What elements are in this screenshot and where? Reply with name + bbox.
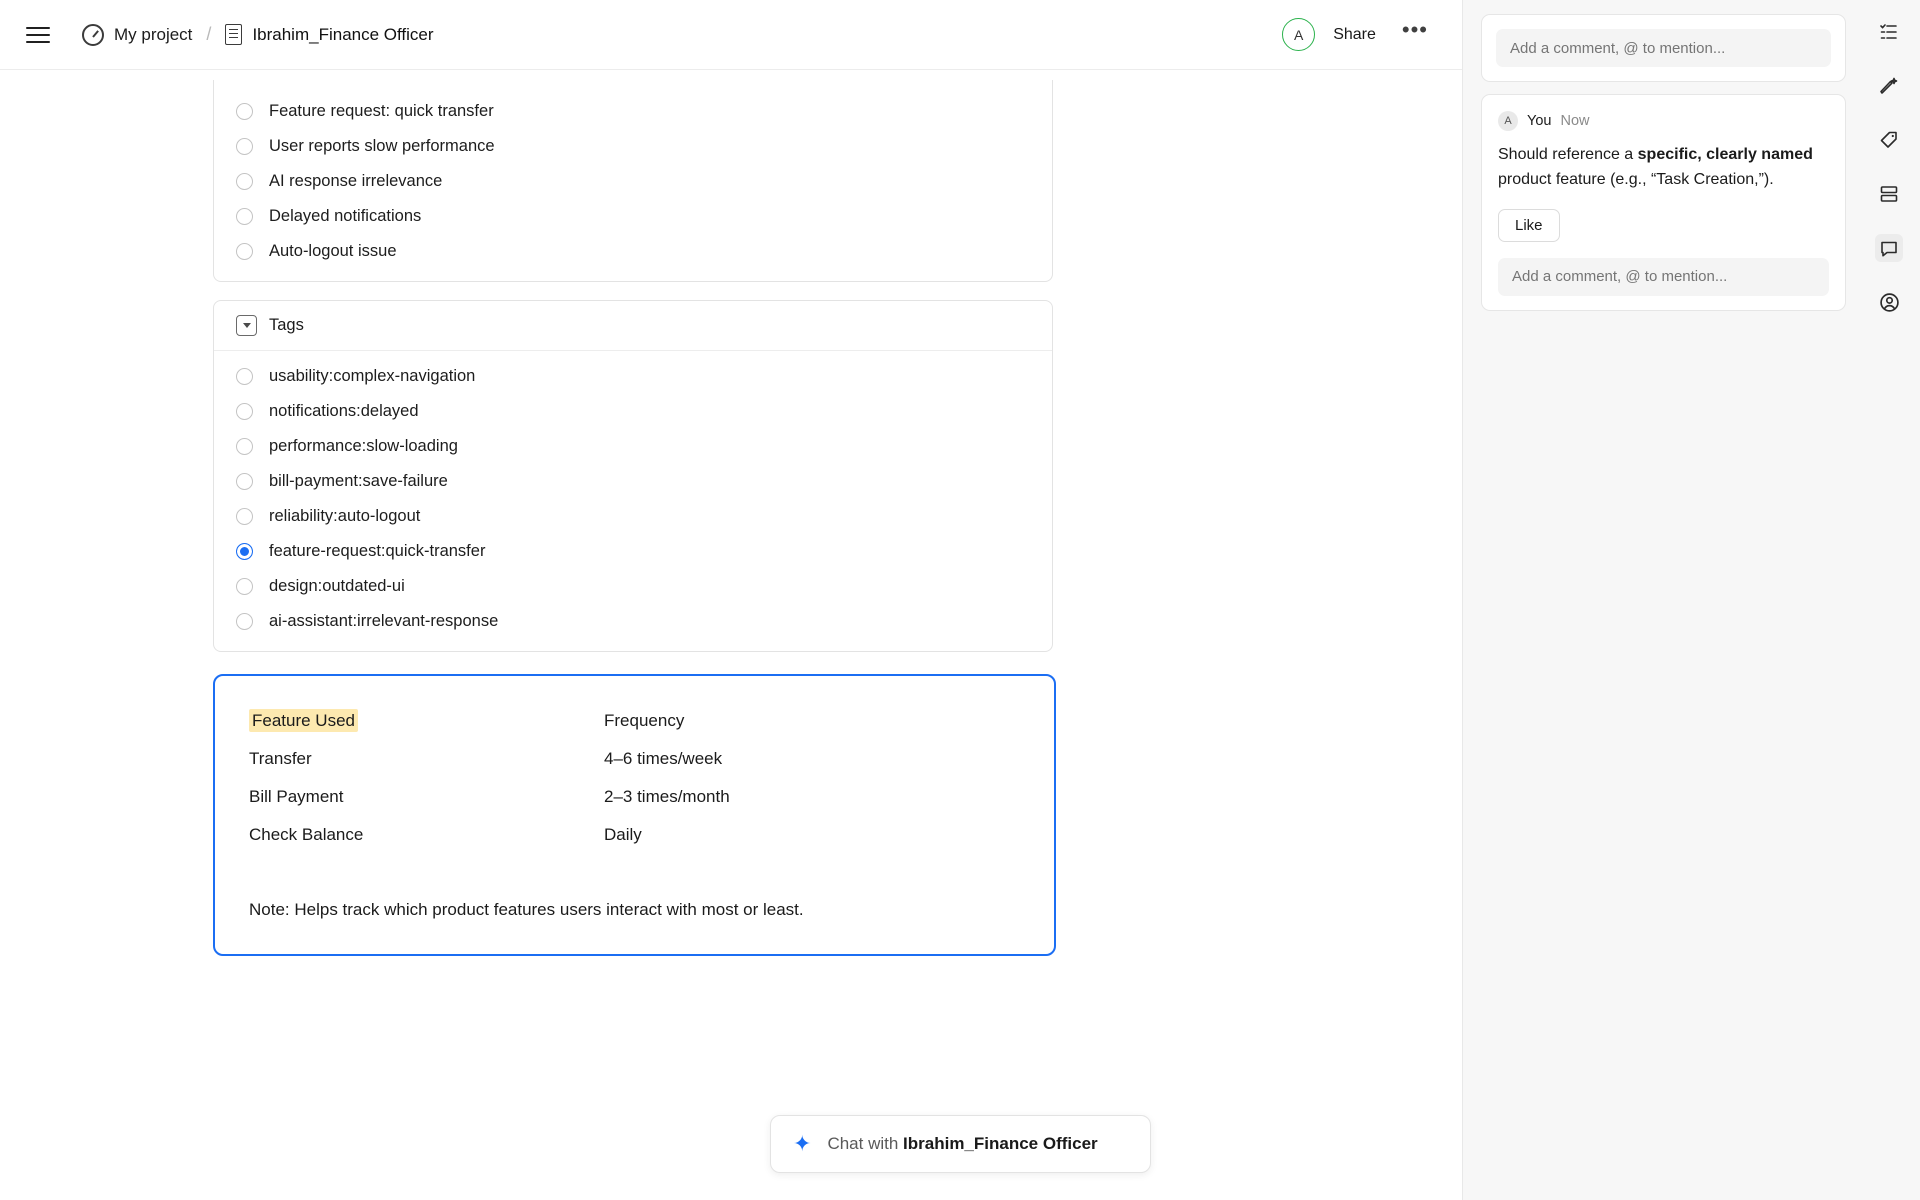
list-item[interactable]	[214, 199, 1052, 234]
compass-icon	[82, 24, 104, 46]
table-row	[249, 740, 1020, 778]
table-note: Note: Helps track which product features users interact with most or least.	[249, 900, 804, 919]
top-bar-actions	[1282, 18, 1436, 51]
radio-icon[interactable]	[236, 473, 253, 490]
issues-card	[213, 80, 1053, 282]
list-item[interactable]	[214, 429, 1052, 464]
radio-icon[interactable]	[236, 243, 253, 260]
tags-card-header	[214, 301, 1052, 351]
comment-input[interactable]	[1496, 29, 1831, 67]
top-bar	[0, 0, 1462, 70]
breadcrumb-project[interactable]: My project	[114, 24, 193, 44]
list-item[interactable]	[214, 164, 1052, 199]
tag-icon[interactable]	[1875, 126, 1903, 154]
layers-icon[interactable]	[1875, 180, 1903, 208]
share-button[interactable]: Share	[1333, 25, 1376, 43]
list-item-selected[interactable]	[214, 534, 1052, 569]
radio-icon[interactable]	[236, 403, 253, 420]
list-item[interactable]	[214, 569, 1052, 604]
breadcrumb-separator: /	[206, 24, 212, 44]
table-cell-feature: Transfer	[249, 749, 312, 768]
comment-icon[interactable]	[1875, 234, 1903, 262]
tags-card-title: Tags	[269, 316, 304, 334]
comment-thread	[1481, 94, 1846, 311]
list-item-label: usability:complex-navigation	[269, 367, 476, 385]
list-item-label: User reports slow performance	[269, 137, 495, 155]
comment-timestamp: Now	[1560, 113, 1590, 129]
right-icon-rail	[1858, 0, 1920, 1200]
more-options-button[interactable]: •••	[1401, 16, 1428, 42]
magic-pen-icon[interactable]	[1875, 72, 1903, 100]
list-item-label: feature-request:quick-transfer	[269, 542, 486, 560]
radio-icon[interactable]	[236, 138, 253, 155]
comment-author: You	[1527, 113, 1552, 129]
list-item[interactable]	[214, 394, 1052, 429]
table-cell-frequency: 2–3 times/month	[604, 787, 730, 806]
radio-icon[interactable]	[236, 368, 253, 385]
feature-usage-table[interactable]	[213, 674, 1056, 956]
new-comment-card	[1481, 14, 1846, 82]
avatar[interactable]: A	[1282, 18, 1315, 51]
list-item-label: Auto-logout issue	[269, 242, 397, 260]
table-row	[249, 816, 1020, 854]
account-icon[interactable]	[1875, 288, 1903, 316]
like-button[interactable]: Like	[1498, 209, 1560, 242]
list-item[interactable]	[214, 464, 1052, 499]
table-cell-feature: Check Balance	[249, 825, 364, 844]
list-item[interactable]	[214, 604, 1052, 639]
list-item-label: design:outdated-ui	[269, 577, 405, 595]
outline-list-icon[interactable]	[1875, 18, 1903, 46]
list-item[interactable]	[214, 234, 1052, 269]
comment-header	[1498, 111, 1829, 131]
highlighted-text: Feature Used	[249, 709, 358, 732]
document-body	[0, 70, 1462, 1200]
right-pane	[1463, 0, 1920, 1200]
comment-text-b: product feature (e.g., “Task Creation,”).	[1498, 170, 1774, 188]
list-item[interactable]	[214, 129, 1052, 164]
list-item[interactable]	[214, 499, 1052, 534]
radio-icon-selected[interactable]	[236, 543, 253, 560]
radio-icon[interactable]	[236, 578, 253, 595]
table-row	[249, 778, 1020, 816]
list-item-label: reliability:auto-logout	[269, 507, 421, 525]
radio-icon[interactable]	[236, 173, 253, 190]
comment-body	[1498, 143, 1829, 193]
issues-option-list	[214, 86, 1052, 281]
document-icon	[225, 24, 242, 45]
comments-panel	[1463, 0, 1858, 1200]
comment-text-bold: specific, clearly named	[1637, 146, 1813, 163]
radio-icon[interactable]	[236, 103, 253, 120]
table-cell-feature: Bill Payment	[249, 787, 344, 806]
table-cell-frequency: Daily	[604, 825, 642, 844]
chat-doc-name: Ibrahim_Finance Officer	[903, 1134, 1098, 1153]
list-item-label: Delayed notifications	[269, 207, 422, 225]
list-item-label: AI response irrelevance	[269, 172, 443, 190]
sparkle-icon: ✦	[793, 1131, 812, 1156]
table-column-header-feature	[249, 711, 604, 731]
avatar: A	[1498, 111, 1518, 131]
chat-prefix: Chat with	[827, 1134, 904, 1153]
radio-icon[interactable]	[236, 508, 253, 525]
list-item-label: performance:slow-loading	[269, 437, 458, 455]
radio-icon[interactable]	[236, 208, 253, 225]
reply-input[interactable]	[1498, 258, 1829, 296]
radio-icon[interactable]	[236, 613, 253, 630]
table-cell-frequency: 4–6 times/week	[604, 749, 723, 768]
tags-option-list	[214, 351, 1052, 651]
list-item-label: notifications:delayed	[269, 402, 419, 420]
select-dropdown-icon[interactable]	[236, 315, 257, 336]
table-column-header-frequency: Frequency	[604, 711, 685, 730]
list-item-label: Feature request: quick transfer	[269, 102, 494, 120]
radio-icon[interactable]	[236, 438, 253, 455]
comment-text-a: Should reference a	[1498, 146, 1638, 163]
tags-card	[213, 300, 1053, 652]
table-header-row	[249, 702, 1020, 740]
list-item[interactable]	[214, 94, 1052, 129]
list-item-label: bill-payment:save-failure	[269, 472, 448, 490]
chat-with-document-button[interactable]	[770, 1115, 1151, 1173]
chat-button-label	[827, 1134, 1097, 1154]
list-item[interactable]	[214, 359, 1052, 394]
page-title: Ibrahim_Finance Officer	[252, 24, 434, 44]
list-item-label: ai-assistant:irrelevant-response	[269, 612, 499, 630]
hamburger-icon[interactable]	[26, 20, 56, 50]
